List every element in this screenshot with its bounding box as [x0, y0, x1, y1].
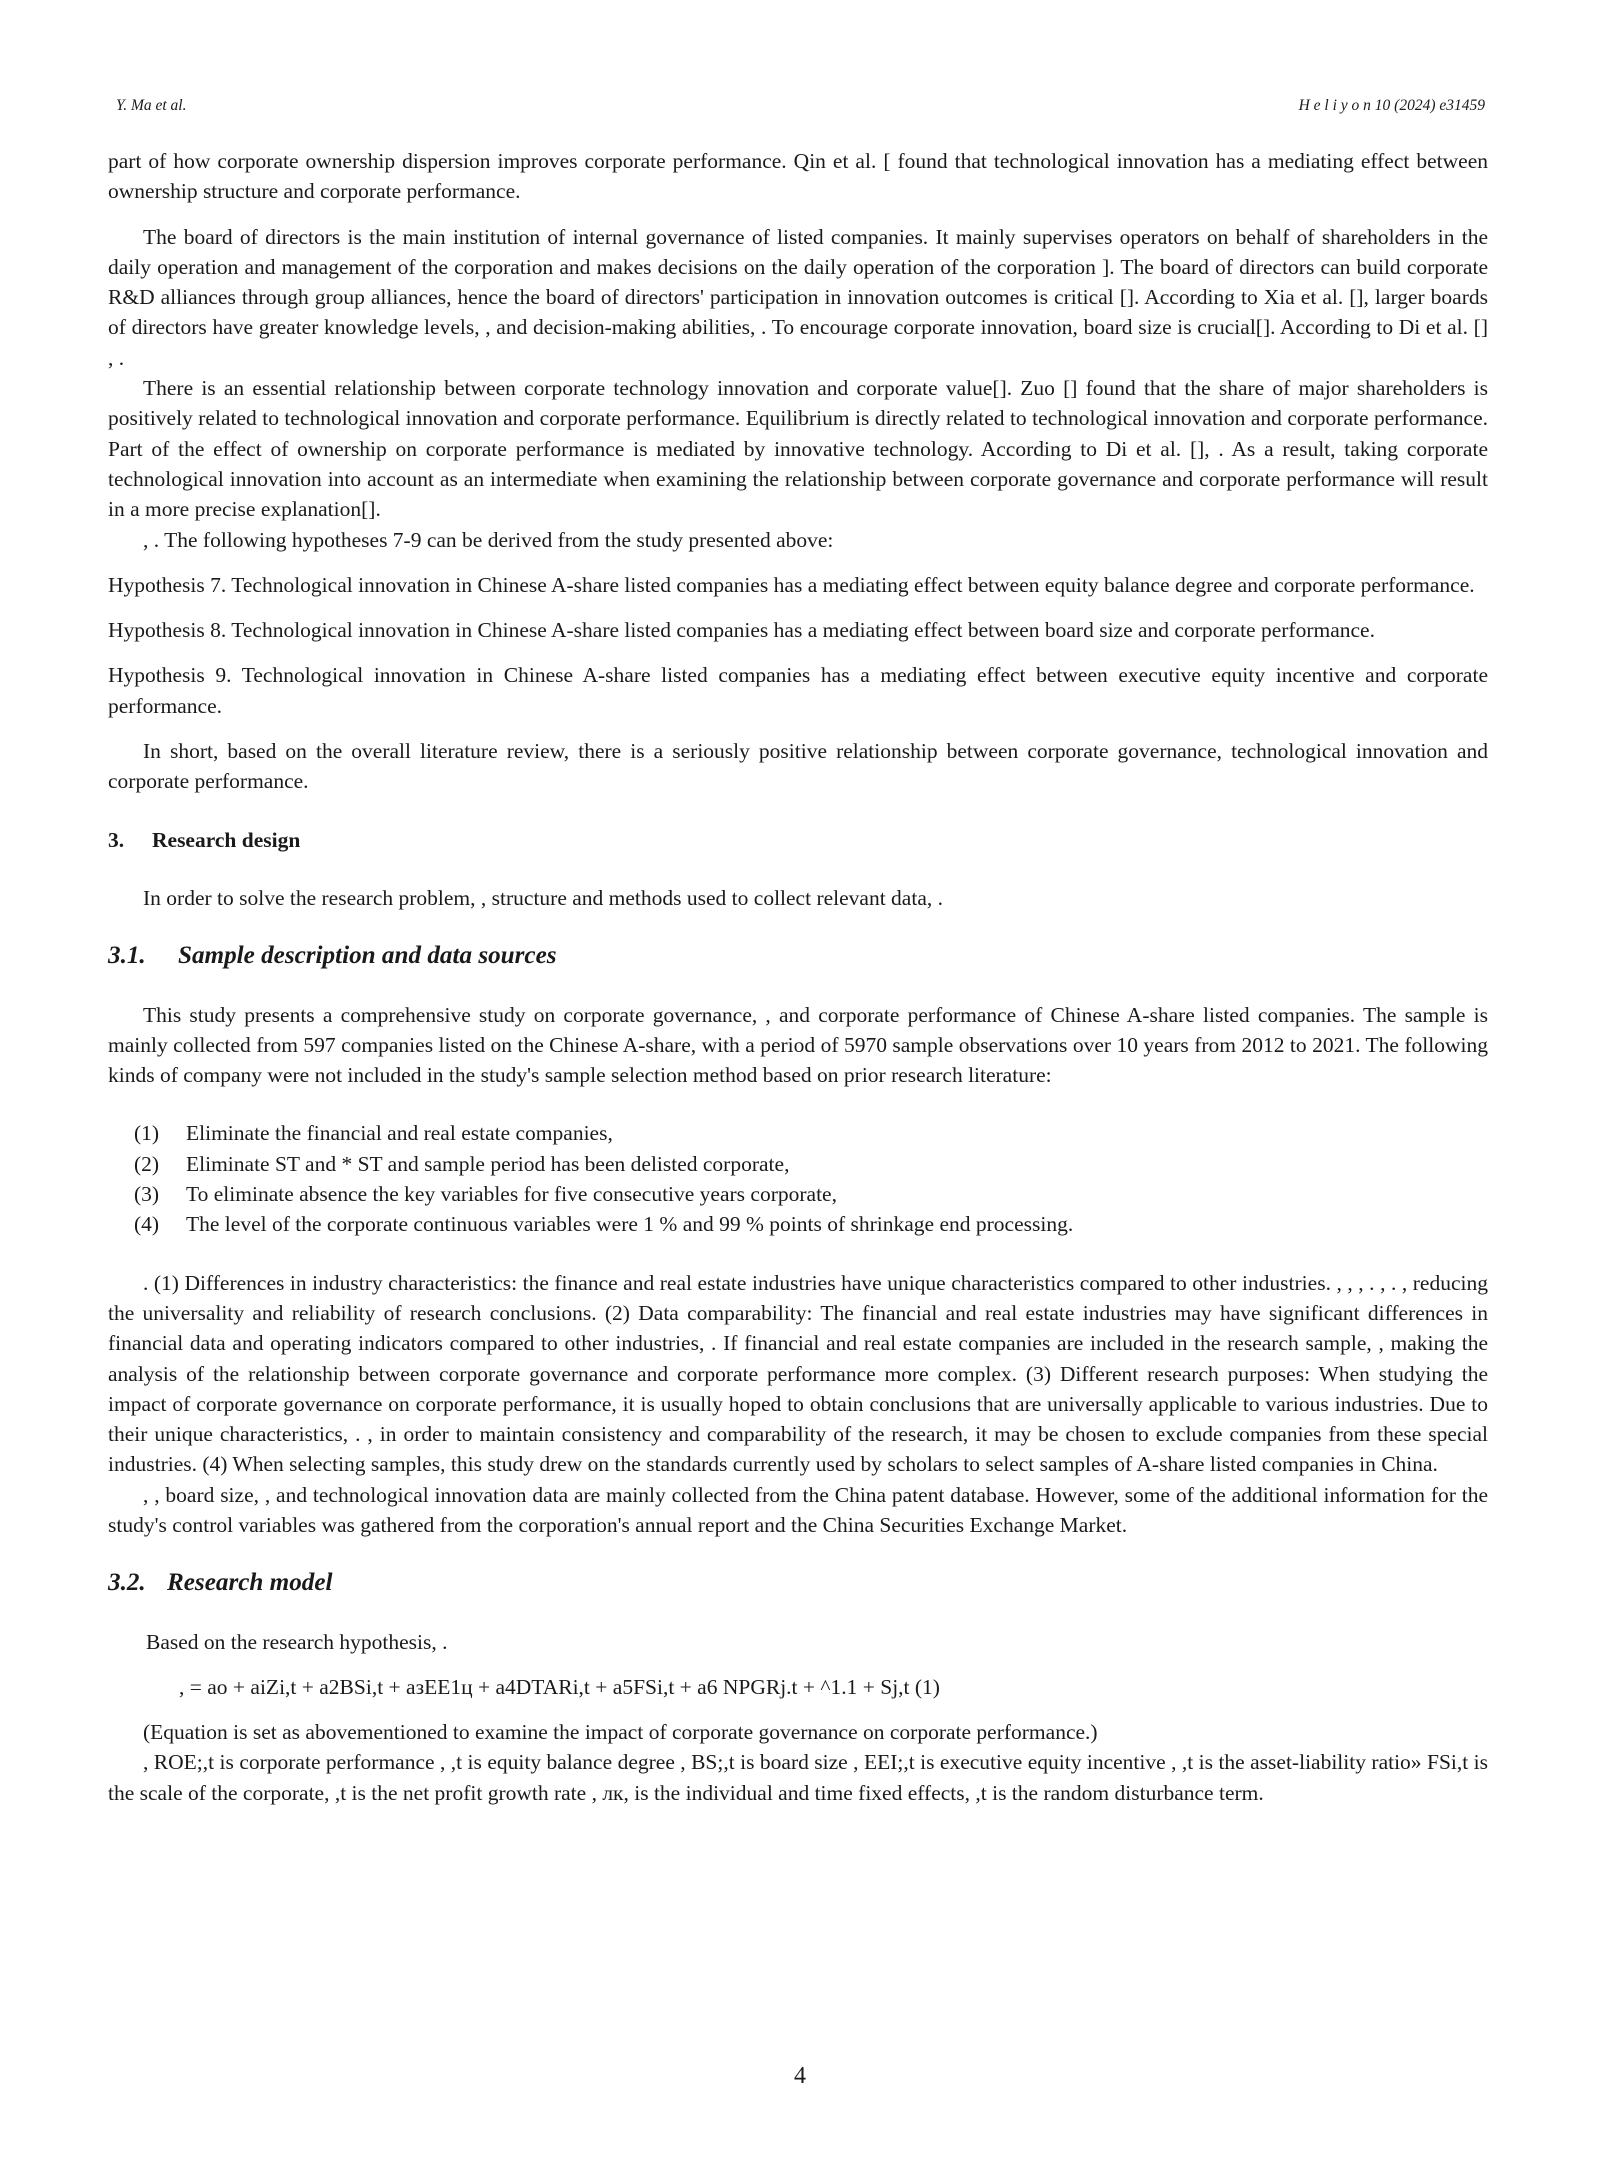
paragraph: , . The following hypotheses 7-9 can be derived from the study presented above:	[143, 527, 834, 552]
subsection-heading-3-2	[108, 1568, 1488, 1598]
list-item	[108, 1179, 1488, 1209]
section-heading-3	[108, 825, 1488, 855]
list-text: Eliminate the financial and real estate companies,	[186, 1121, 613, 1146]
paragraph: Based on the research hypothesis, .	[146, 1629, 448, 1654]
paragraph: The board of directors is the main institution of internal governance of listed companies. It mainly supervises operators on behalf of shareholders in the daily operation and management of the corporation and makes decisions on the daily operation of the corporation ]. The board of directors can build corporate R&D alliances through group alliances, hence the board of directors' participation in innovation outcomes is critical []. According to Xia et al. [], larger boards of directors have greater knowledge levels, , and decision-making abilities, . To encourage corporate innovation, board size is crucial[]. According to Di et al. [] , .	[108, 224, 1488, 370]
paragraph: , , board size, , and technological innovation data are mainly collected from the China patent database. However, some of the additional information for the study's control variables was gathered from the corporation's annual report and the China Securities Exchange Market.	[108, 1482, 1488, 1537]
paragraph: part of how corporate ownership dispersion improves corporate performance. Qin et al. [ found that technological innovation has a mediating effect between ownership structure and corporate performance.	[108, 149, 1488, 204]
paragraph: . (1) Differences in industry characteristics: the finance and real estate industries have unique characteristics compared to other industries. , , , . , . , reducing the universality and reliability of research conclusions. (2) Data comparability: The financial and real estate industries may have significant differences in financial data and operating indicators compared to other industries, . If financial and real estate companies are included in the research sample, , making the analysis of the relationship between corporate governance and corporate performance more complex. (3) Different research purposes: When studying the impact of corporate governance on corporate performance, it is usually hoped to obtain conclusions that are universally applicable to various industries. Due to their unique characteristics, . , in order to maintain consistency and comparability of the research, it may be chosen to exclude companies from these special industries. (4) When selecting samples, this study drew on the standards currently used by scholars to select samples of A-share listed companies in China.	[108, 1270, 1488, 1477]
subsection-number: 3.1.	[108, 942, 146, 970]
paragraph: There is an essential relationship between corporate technology innovation and corporate value[]. Zuo [] found that the share of major shareholders is positively related to technological innovation and corporate performance. Equilibrium is directly related to technological innovation and corporate performance. Part of the effect of ownership on corporate performance is mediated by innovative technology. According to Di et al. [], . As a result, taking corporate technological innovation into account as an intermediate when examining the relationship between corporate governance and corporate performance will result in a more precise explanation[].	[108, 376, 1488, 522]
variable-definitions: , ROE;,t is corporate performance , ,t is equity balance degree , BS;,t is board size , EEI;,t is executive equity incentive , ,t is the asset-liability ratio» FSi,t is the scale of the corporate, ,t is the net profit growth rate , лк, is the individual and time fixed effects, ,t is the random disturbance term.	[108, 1750, 1488, 1805]
list-text: The level of the corporate continuous variables were 1 % and 99 % points of shrinkage end processing.	[186, 1212, 1074, 1237]
page-body	[108, 146, 1488, 1808]
subsection-number: 3.2.	[108, 1569, 146, 1597]
paragraph: This study presents a comprehensive study on corporate governance, , and corporate performance of Chinese A-share listed companies. The sample is mainly collected from 597 companies listed on the Chinese A-share, with a period of 5970 sample observations over 10 years from 2012 to 2021. The following kinds of company were not included in the study's sample selection method based on prior research literature:	[108, 1002, 1488, 1088]
list-number: (1)	[134, 1121, 160, 1146]
hypothesis-9: Hypothesis 9. Technological innovation in Chinese A-share listed companies has a mediating effect between executive equity incentive and corporate performance.	[108, 663, 1488, 718]
section-number: 3.	[108, 827, 125, 852]
subsection-title: Research model	[167, 1569, 333, 1597]
list-number: (4)	[134, 1212, 160, 1237]
list-item	[108, 1209, 1488, 1239]
section-title: Research design	[152, 827, 301, 852]
hypothesis-8: Hypothesis 8. Technological innovation in Chinese A-share listed companies has a mediating effect between board size and corporate performance.	[108, 618, 1375, 643]
running-head	[116, 97, 1485, 123]
list-item	[108, 1118, 1488, 1148]
hypothesis-7: Hypothesis 7. Technological innovation in Chinese A-share listed companies has a mediating effect between equity balance degree and corporate performance.	[108, 572, 1475, 597]
subsection-title: Sample description and data sources	[178, 942, 557, 970]
subsection-heading-3-1	[108, 941, 1488, 971]
list-number: (2)	[134, 1151, 160, 1176]
paragraph: In order to solve the research problem, , structure and methods used to collect relevant data, .	[143, 885, 943, 910]
list-number: (3)	[134, 1182, 160, 1207]
list-text: Eliminate ST and * ST and sample period has been delisted corporate,	[186, 1151, 790, 1176]
equation-1: , = ao + aiZi,t + a2BSi,t + азЕЕ1ц + a4DTARi,t + a5FSi,t + a6 NPGRj.t + ^1.1 + Sj,t (1)	[179, 1674, 940, 1699]
paragraph: (Equation is set as abovementioned to examine the impact of corporate governance on corporate performance.)	[143, 1720, 1098, 1745]
list-item	[108, 1149, 1488, 1179]
page-number: 4	[794, 2063, 806, 2089]
paragraph: In short, based on the overall literature review, there is a seriously positive relationship between corporate governance, technological innovation and corporate performance.	[108, 739, 1488, 794]
list-text: To eliminate absence the key variables for five consecutive years corporate,	[186, 1182, 837, 1207]
author-running-head: Y. Ma et al.	[116, 97, 187, 114]
journal-running-head: H e l i y o n 10 (2024) e31459	[1298, 97, 1485, 114]
exclusion-list	[108, 1118, 1488, 1239]
